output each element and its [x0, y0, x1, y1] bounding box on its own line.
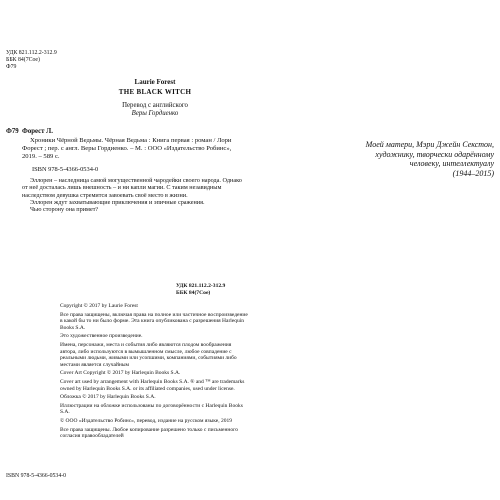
annotation-para: Эллорен ждут захватывающие приключения и эпичные сражения. — [30, 198, 205, 206]
udk-bottom-line: УДК 821.112.2-312.9 — [176, 283, 226, 289]
udk-bottom — [176, 283, 225, 296]
catalog-author: Форест Л. — [22, 128, 53, 135]
translator-name: Веры Гордиенко — [131, 109, 179, 117]
copyright-line: Cover Art Copyright © 2017 by Harlequin Books S.A. — [60, 370, 181, 377]
dedication-line: Моей матери, Мэри Джейн Секстон, — [365, 140, 494, 149]
dedication — [258, 140, 494, 178]
annotation-para: Эллорен – наследница самой могущественной чародейки своего народа. Однако от неё досталась лишь внешность – и ни капли магии. С таким незавидным наследством девушка стремится завоевать своё место в жизни. — [22, 177, 242, 199]
copyright-line: Cover art used by arrangement with Harlequin Books S.A. ® and ™ are trademarks owned by Harlequin Books S.A. or its affiliated companies, used under license. — [60, 378, 245, 392]
copyright-notices — [60, 303, 248, 440]
translation-note: Перевод с английского — [122, 102, 188, 109]
copyright-line: Все права защищены, включая права на полное или частичное воспроизведение в какой бы то ни было форме. Эта книга опубликована с разрешения Harlequin Books S.A. — [60, 311, 248, 331]
copyright-line: © ООО «Издательство Робинс», перевод, издание на русском языке, 2019 — [60, 417, 232, 424]
copyright-line: Иллюстрации на обложке использованы по договорённости с Harlequin Books S.A. — [60, 402, 243, 416]
copyright-line: Это художественное произведение. — [60, 333, 143, 340]
catalog-code: Ф79 — [6, 128, 19, 135]
bbk-bottom-line: ББК 84(7Сое) — [176, 289, 211, 296]
author-name: Laurie Forest — [134, 78, 176, 86]
copyright-line: Copyright © 2017 by Laurie Forest — [60, 303, 138, 309]
isbn-bottom: ISBN 978-5-4366-0534-0 — [6, 473, 67, 479]
annotation-para: Чью сторону она примет? — [30, 206, 99, 214]
catalog-record — [22, 128, 242, 213]
udk-block — [6, 50, 57, 71]
annotation — [22, 177, 242, 213]
copyright-line: Имена, персонажи, места и события либо являются плодом воображения автора, либо используются в вымышленном смысле, любое совпадение с реальными людьми, живыми или усопшими, компаниями, событиями либо местами является случайным — [60, 341, 237, 368]
copyright-line: Все права защищены. Любое копирование разрешено только с письменного согласия правообладателей — [60, 426, 238, 440]
udk-line: УДК 821.112.2-312.9 — [6, 50, 57, 56]
dedication-page — [250, 0, 500, 500]
dedication-line: человеку, интеллектуалу — [409, 159, 494, 169]
bbk-line: ББК 84(7Сое) — [6, 56, 40, 63]
copyright-line: Обложка © 2017 by Harlequin Books S.A. — [60, 394, 156, 401]
title-block — [60, 78, 250, 117]
book-title: THE BLACK WITCH — [118, 88, 192, 96]
isbn-top: ISBN 978-5-4366-0534-0 — [32, 166, 99, 173]
dedication-line: (1944–2015) — [452, 168, 494, 178]
dedication-line: художнику, творчески одарённому — [375, 149, 494, 159]
catalog-entry: Хроники Чёрной Ведьмы. Чёрная Ведьма : Книга первая : роман / Лори Форест ; пер. с англ. Веры Гордиенко. – М. : ООО «Издательство Робинс», 2019. – 589 с. — [22, 137, 232, 160]
catalog-code-line: Ф79 — [6, 63, 17, 70]
